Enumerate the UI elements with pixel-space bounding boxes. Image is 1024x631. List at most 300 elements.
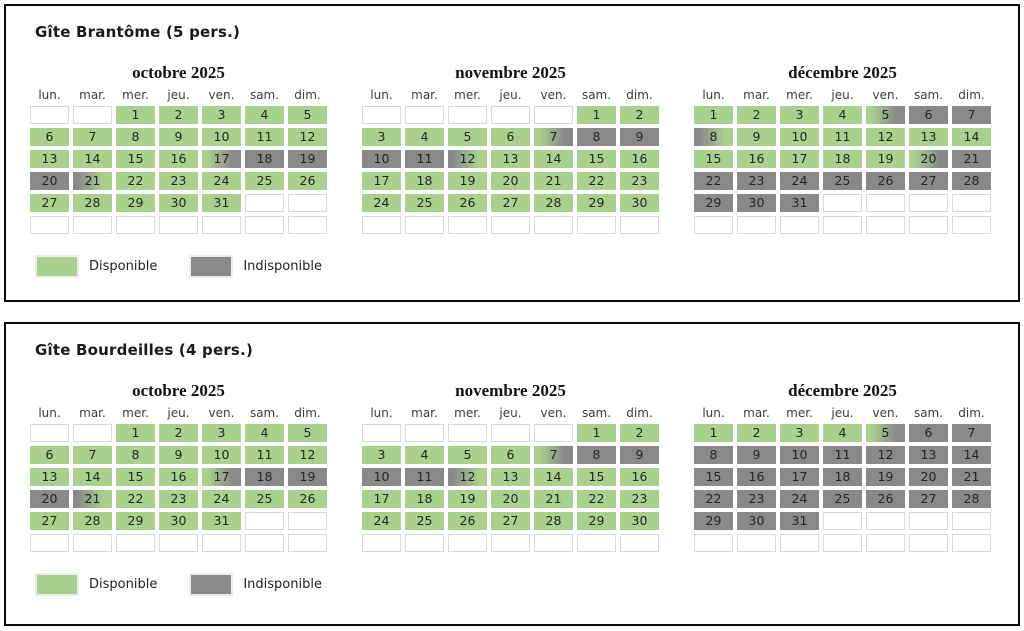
day-cell: 3 <box>202 106 241 124</box>
day-cell: 1 <box>116 424 155 442</box>
day-cell: 15 <box>116 468 155 486</box>
day-cell: 5 <box>448 446 487 464</box>
day-cell: 31 <box>202 194 241 212</box>
day-cell: 11 <box>245 128 284 146</box>
day-header: jeu. <box>499 88 522 102</box>
day-cell: 28 <box>952 172 991 190</box>
day-cell: 4 <box>405 128 444 146</box>
day-cell: 30 <box>737 194 776 212</box>
day-cell: 20 <box>30 172 69 190</box>
day-cell: 2 <box>737 106 776 124</box>
day-cell: 26 <box>448 194 487 212</box>
day-cell: 28 <box>534 512 573 530</box>
month-grid <box>30 106 327 234</box>
day-cell: 17 <box>780 150 819 168</box>
day-cell: 9 <box>159 446 198 464</box>
empty-cell <box>159 534 198 552</box>
empty-cell <box>73 424 112 442</box>
day-cell: 21 <box>73 172 112 190</box>
day-header-row <box>362 405 659 421</box>
empty-cell <box>73 534 112 552</box>
empty-cell <box>405 106 444 124</box>
day-header: mar. <box>743 88 770 102</box>
day-cell: 28 <box>952 490 991 508</box>
day-header: ven. <box>872 406 899 420</box>
empty-cell <box>577 534 616 552</box>
day-cell: 11 <box>823 446 862 464</box>
day-header: ven. <box>208 88 235 102</box>
availability-legend <box>35 573 1018 596</box>
day-cell: 18 <box>405 490 444 508</box>
empty-cell <box>202 534 241 552</box>
empty-cell <box>866 216 905 234</box>
day-cell: 28 <box>534 194 573 212</box>
empty-cell <box>362 534 401 552</box>
month-title: novembre 2025 <box>455 381 566 400</box>
day-cell: 22 <box>577 172 616 190</box>
day-cell: 8 <box>577 446 616 464</box>
empty-cell <box>245 194 284 212</box>
day-cell: 11 <box>823 128 862 146</box>
day-cell: 28 <box>73 512 112 530</box>
day-cell: 13 <box>30 468 69 486</box>
day-cell: 20 <box>909 468 948 486</box>
day-cell: 18 <box>823 150 862 168</box>
day-cell: 19 <box>866 150 905 168</box>
empty-cell <box>823 194 862 212</box>
day-cell: 7 <box>534 446 573 464</box>
month-title: octobre 2025 <box>132 63 225 82</box>
day-cell: 15 <box>694 150 733 168</box>
day-header: jeu. <box>831 406 854 420</box>
day-header: lun. <box>38 88 61 102</box>
empty-cell <box>448 534 487 552</box>
day-header: lun. <box>370 406 393 420</box>
month-calendar <box>30 63 327 234</box>
day-cell: 7 <box>952 424 991 442</box>
day-cell: 18 <box>823 468 862 486</box>
day-cell: 9 <box>159 128 198 146</box>
day-cell: 2 <box>620 424 659 442</box>
month-calendar <box>694 381 991 552</box>
day-cell: 23 <box>737 172 776 190</box>
day-header: ven. <box>872 88 899 102</box>
empty-cell <box>30 216 69 234</box>
day-cell: 5 <box>448 128 487 146</box>
day-header: jeu. <box>499 406 522 420</box>
day-cell: 23 <box>737 490 776 508</box>
day-cell: 26 <box>288 490 327 508</box>
empty-cell <box>491 216 530 234</box>
day-cell: 19 <box>288 468 327 486</box>
empty-cell <box>202 216 241 234</box>
day-cell: 9 <box>620 446 659 464</box>
day-cell: 27 <box>30 194 69 212</box>
day-cell: 26 <box>866 172 905 190</box>
day-cell: 25 <box>245 490 284 508</box>
day-cell: 10 <box>362 468 401 486</box>
empty-cell <box>737 216 776 234</box>
empty-cell <box>952 216 991 234</box>
empty-cell <box>73 216 112 234</box>
empty-cell <box>116 216 155 234</box>
day-header: jeu. <box>167 406 190 420</box>
empty-cell <box>909 534 948 552</box>
day-cell: 11 <box>245 446 284 464</box>
day-header: lun. <box>702 88 725 102</box>
day-cell: 22 <box>694 490 733 508</box>
day-cell: 15 <box>116 150 155 168</box>
day-cell: 5 <box>866 106 905 124</box>
months-row <box>30 381 1018 552</box>
empty-cell <box>534 216 573 234</box>
day-cell: 15 <box>577 150 616 168</box>
day-cell: 22 <box>694 172 733 190</box>
empty-cell <box>116 534 155 552</box>
day-cell: 12 <box>866 128 905 146</box>
day-cell: 8 <box>694 446 733 464</box>
day-cell: 25 <box>245 172 284 190</box>
day-cell: 25 <box>823 172 862 190</box>
day-header: mer. <box>786 88 813 102</box>
day-cell: 17 <box>202 468 241 486</box>
empty-cell <box>866 534 905 552</box>
day-header-row <box>694 87 991 103</box>
day-cell: 26 <box>288 172 327 190</box>
day-cell: 3 <box>780 106 819 124</box>
day-cell: 10 <box>202 128 241 146</box>
day-cell: 23 <box>620 172 659 190</box>
empty-cell <box>448 106 487 124</box>
empty-cell <box>73 106 112 124</box>
empty-cell <box>491 424 530 442</box>
unavailable-swatch <box>189 573 233 596</box>
day-cell: 6 <box>30 128 69 146</box>
day-cell: 17 <box>362 490 401 508</box>
empty-cell <box>823 512 862 530</box>
day-cell: 19 <box>448 172 487 190</box>
day-cell: 30 <box>737 512 776 530</box>
empty-cell <box>620 216 659 234</box>
day-header-row <box>30 87 327 103</box>
day-cell: 12 <box>288 446 327 464</box>
empty-cell <box>909 512 948 530</box>
day-cell: 3 <box>780 424 819 442</box>
empty-cell <box>448 216 487 234</box>
day-cell: 25 <box>405 194 444 212</box>
empty-cell <box>245 512 284 530</box>
day-cell: 24 <box>780 172 819 190</box>
day-header: lun. <box>702 406 725 420</box>
panel-title: Gîte Bourdeilles (4 pers.) <box>35 341 253 359</box>
day-cell: 4 <box>823 106 862 124</box>
empty-cell <box>30 534 69 552</box>
day-header-row <box>694 405 991 421</box>
gite-bourdeilles-panel <box>4 322 1020 626</box>
empty-cell <box>288 216 327 234</box>
day-cell: 22 <box>116 172 155 190</box>
month-title: décembre 2025 <box>788 381 897 400</box>
day-cell: 9 <box>737 128 776 146</box>
empty-cell <box>362 216 401 234</box>
empty-cell <box>405 534 444 552</box>
day-header: ven. <box>540 406 567 420</box>
empty-cell <box>448 424 487 442</box>
day-cell: 19 <box>866 468 905 486</box>
day-cell: 26 <box>448 512 487 530</box>
day-cell: 4 <box>405 446 444 464</box>
day-cell: 3 <box>362 446 401 464</box>
empty-cell <box>288 512 327 530</box>
day-cell: 20 <box>491 490 530 508</box>
day-cell: 14 <box>952 128 991 146</box>
day-cell: 5 <box>288 106 327 124</box>
day-header: jeu. <box>831 88 854 102</box>
empty-cell <box>866 512 905 530</box>
day-cell: 29 <box>694 194 733 212</box>
day-cell: 9 <box>737 446 776 464</box>
day-cell: 18 <box>245 150 284 168</box>
day-cell: 2 <box>620 106 659 124</box>
day-cell: 8 <box>116 128 155 146</box>
day-cell: 30 <box>620 512 659 530</box>
day-cell: 7 <box>952 106 991 124</box>
day-cell: 17 <box>780 468 819 486</box>
day-cell: 14 <box>534 468 573 486</box>
day-cell: 28 <box>73 194 112 212</box>
day-cell: 14 <box>73 150 112 168</box>
available-label: Disponible <box>89 577 158 592</box>
day-header: mer. <box>786 406 813 420</box>
day-cell: 24 <box>780 490 819 508</box>
day-cell: 10 <box>780 446 819 464</box>
day-header: sam. <box>581 406 612 420</box>
month-calendar <box>362 381 659 552</box>
month-grid <box>694 424 991 552</box>
day-cell: 14 <box>73 468 112 486</box>
day-header: dim. <box>958 88 985 102</box>
day-cell: 14 <box>534 150 573 168</box>
day-cell: 7 <box>534 128 573 146</box>
day-cell: 29 <box>116 194 155 212</box>
day-cell: 5 <box>866 424 905 442</box>
day-cell: 10 <box>362 150 401 168</box>
empty-cell <box>288 194 327 212</box>
day-cell: 3 <box>362 128 401 146</box>
day-header: ven. <box>540 88 567 102</box>
day-cell: 21 <box>952 468 991 486</box>
day-cell: 1 <box>577 424 616 442</box>
empty-cell <box>823 534 862 552</box>
day-cell: 13 <box>909 446 948 464</box>
empty-cell <box>491 534 530 552</box>
day-cell: 16 <box>159 150 198 168</box>
day-cell: 25 <box>823 490 862 508</box>
day-header: mar. <box>411 406 438 420</box>
day-cell: 27 <box>909 172 948 190</box>
empty-cell <box>694 216 733 234</box>
day-cell: 2 <box>159 424 198 442</box>
day-cell: 20 <box>491 172 530 190</box>
day-header: dim. <box>294 88 321 102</box>
day-cell: 23 <box>159 490 198 508</box>
empty-cell <box>159 216 198 234</box>
month-calendar <box>362 63 659 234</box>
day-cell: 10 <box>202 446 241 464</box>
day-cell: 1 <box>694 106 733 124</box>
day-header: dim. <box>626 406 653 420</box>
empty-cell <box>952 534 991 552</box>
day-header: mar. <box>79 406 106 420</box>
day-cell: 21 <box>534 490 573 508</box>
day-cell: 4 <box>245 106 284 124</box>
empty-cell <box>245 216 284 234</box>
day-cell: 24 <box>362 194 401 212</box>
day-cell: 20 <box>909 150 948 168</box>
day-cell: 1 <box>116 106 155 124</box>
day-cell: 7 <box>73 128 112 146</box>
available-label: Disponible <box>89 259 158 274</box>
month-title: décembre 2025 <box>788 63 897 82</box>
day-cell: 6 <box>491 446 530 464</box>
unavailable-label: Indisponible <box>243 577 322 592</box>
day-header: lun. <box>370 88 393 102</box>
day-header: dim. <box>626 88 653 102</box>
empty-cell <box>952 194 991 212</box>
day-cell: 31 <box>780 194 819 212</box>
day-cell: 8 <box>116 446 155 464</box>
day-cell: 2 <box>737 424 776 442</box>
day-cell: 14 <box>952 446 991 464</box>
day-cell: 18 <box>245 468 284 486</box>
day-cell: 15 <box>577 468 616 486</box>
day-cell: 16 <box>159 468 198 486</box>
day-cell: 22 <box>577 490 616 508</box>
day-cell: 1 <box>694 424 733 442</box>
day-cell: 16 <box>737 150 776 168</box>
empty-cell <box>362 424 401 442</box>
day-cell: 11 <box>405 150 444 168</box>
day-header: sam. <box>913 406 944 420</box>
day-header-row <box>30 405 327 421</box>
day-cell: 12 <box>866 446 905 464</box>
month-grid <box>694 106 991 234</box>
day-header: sam. <box>249 88 280 102</box>
day-cell: 24 <box>202 172 241 190</box>
month-grid <box>362 424 659 552</box>
day-cell: 27 <box>909 490 948 508</box>
empty-cell <box>405 424 444 442</box>
day-cell: 6 <box>909 424 948 442</box>
day-cell: 20 <box>30 490 69 508</box>
day-cell: 13 <box>30 150 69 168</box>
day-header: dim. <box>294 406 321 420</box>
panel-title: Gîte Brantôme (5 pers.) <box>35 23 241 41</box>
day-cell: 7 <box>73 446 112 464</box>
empty-cell <box>30 424 69 442</box>
day-cell: 15 <box>694 468 733 486</box>
day-header: sam. <box>249 406 280 420</box>
empty-cell <box>780 216 819 234</box>
unavailable-label: Indisponible <box>243 259 322 274</box>
empty-cell <box>288 534 327 552</box>
day-cell: 31 <box>202 512 241 530</box>
available-swatch <box>35 255 79 278</box>
day-cell: 2 <box>159 106 198 124</box>
day-cell: 12 <box>288 128 327 146</box>
day-cell: 21 <box>534 172 573 190</box>
gite-brantome-panel <box>4 4 1020 302</box>
day-cell: 5 <box>288 424 327 442</box>
day-cell: 30 <box>620 194 659 212</box>
day-cell: 29 <box>577 512 616 530</box>
day-cell: 24 <box>202 490 241 508</box>
day-cell: 30 <box>159 512 198 530</box>
day-header: mer. <box>454 406 481 420</box>
day-cell: 6 <box>30 446 69 464</box>
day-cell: 1 <box>577 106 616 124</box>
month-title: octobre 2025 <box>132 381 225 400</box>
day-cell: 3 <box>202 424 241 442</box>
empty-cell <box>362 106 401 124</box>
day-cell: 29 <box>694 512 733 530</box>
day-header: sam. <box>581 88 612 102</box>
day-cell: 25 <box>405 512 444 530</box>
day-header-row <box>362 87 659 103</box>
day-header: mer. <box>454 88 481 102</box>
month-grid <box>362 106 659 234</box>
empty-cell <box>823 216 862 234</box>
day-header: mar. <box>743 406 770 420</box>
day-cell: 4 <box>823 424 862 442</box>
empty-cell <box>909 194 948 212</box>
month-grid <box>30 424 327 552</box>
month-calendar <box>694 63 991 234</box>
day-cell: 21 <box>73 490 112 508</box>
day-cell: 18 <box>405 172 444 190</box>
day-header: jeu. <box>167 88 190 102</box>
day-cell: 13 <box>491 150 530 168</box>
day-cell: 10 <box>780 128 819 146</box>
day-cell: 9 <box>620 128 659 146</box>
day-header: mer. <box>122 406 149 420</box>
empty-cell <box>780 534 819 552</box>
day-cell: 29 <box>116 512 155 530</box>
unavailable-swatch <box>189 255 233 278</box>
available-swatch <box>35 573 79 596</box>
empty-cell <box>952 512 991 530</box>
day-cell: 22 <box>116 490 155 508</box>
empty-cell <box>534 106 573 124</box>
day-cell: 11 <box>405 468 444 486</box>
day-cell: 23 <box>620 490 659 508</box>
day-header: mar. <box>411 88 438 102</box>
empty-cell <box>694 534 733 552</box>
day-header: mar. <box>79 88 106 102</box>
day-cell: 16 <box>737 468 776 486</box>
empty-cell <box>866 194 905 212</box>
day-header: dim. <box>958 406 985 420</box>
day-cell: 6 <box>491 128 530 146</box>
day-cell: 27 <box>491 194 530 212</box>
day-cell: 29 <box>577 194 616 212</box>
empty-cell <box>534 534 573 552</box>
day-cell: 23 <box>159 172 198 190</box>
day-cell: 17 <box>362 172 401 190</box>
empty-cell <box>245 534 284 552</box>
empty-cell <box>491 106 530 124</box>
day-header: sam. <box>913 88 944 102</box>
